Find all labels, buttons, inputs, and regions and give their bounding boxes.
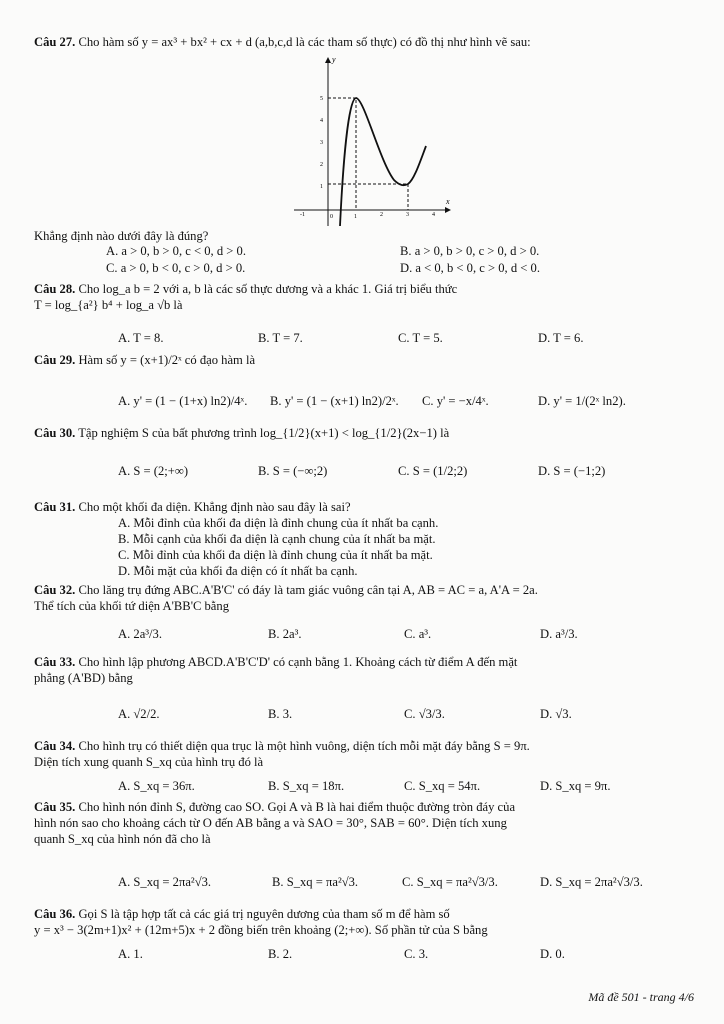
question-label: Câu 30. (34, 426, 76, 440)
option-a[interactable]: A. Mỗi đỉnh của khối đa diện là đỉnh chung của ít nhất ba cạnh. (118, 516, 439, 530)
question-label: Câu 35. (34, 800, 76, 814)
question-32 (34, 582, 696, 614)
x-tick-1: 1 (354, 214, 357, 220)
question-label: Câu 29. (34, 353, 76, 367)
question-label: Câu 33. (34, 655, 76, 669)
x-tick-neg1: -1 (300, 212, 305, 218)
option-a[interactable]: A. S_xq = 2πa²√3. (118, 875, 212, 889)
option-b[interactable]: B. a > 0, b > 0, c > 0, d > 0. (400, 244, 540, 258)
question-text: Tập nghiệm S của bất phương trình log_{1/2}(x+1) < log_{1/2}(2x−1) là (78, 426, 450, 440)
y-tick-3: 3 (320, 140, 323, 146)
y-tick-1: 1 (320, 184, 323, 190)
question-label: Câu 28. (34, 282, 76, 296)
question-text-2: Thể tích của khối tứ diện A'BB'C bằng (34, 599, 229, 614)
question-30 (34, 425, 696, 441)
question-text-3: quanh S_xq của hình nón đã cho là (34, 832, 211, 847)
option-a[interactable]: A. T = 8. (118, 331, 164, 345)
x-tick-2: 2 (380, 212, 383, 218)
question-text: Cho hình lập phương ABCD.A'B'C'D' có cạnh bằng 1. Khoảng cách từ điểm A đến mặt (78, 655, 518, 669)
option-a[interactable]: A. y' = (1 − (1+x) ln2)/4ˣ. (118, 394, 248, 408)
option-b[interactable]: B. S_xq = 18π. (268, 779, 345, 793)
question-34-options (34, 778, 696, 796)
question-29-options (34, 393, 696, 411)
question-label: Câu 36. (34, 907, 76, 921)
question-33 (34, 654, 696, 686)
option-c[interactable]: C. √3/3. (404, 707, 445, 721)
option-d[interactable]: D. a < 0, b < 0, c > 0, d < 0. (400, 261, 540, 275)
cubic-function-graph (290, 52, 460, 228)
axis-y-label: y (332, 55, 336, 64)
option-a[interactable]: A. a > 0, b > 0, c < 0, d > 0. (106, 244, 246, 258)
option-c[interactable]: C. Mỗi đỉnh của khối đa diện là đỉnh chung của ít nhất ba mặt. (118, 548, 433, 562)
origin-label: 0 (330, 214, 333, 220)
question-text-2: Diện tích xung quanh S_xq của hình trụ đó là (34, 755, 264, 770)
question-text: Cho hình nón đỉnh S, đường cao SO. Gọi A và B là hai điểm thuộc đường tròn đáy của (78, 800, 516, 814)
question-31 (34, 499, 696, 515)
question-text-2: phẳng (A'BD) bằng (34, 671, 133, 686)
option-a[interactable]: A. 1. (118, 947, 143, 961)
question-35 (34, 799, 696, 847)
question-28 (34, 281, 696, 313)
option-d[interactable]: D. Mỗi mặt của khối đa diện có ít nhất ba cạnh. (118, 564, 358, 578)
option-d[interactable]: D. S_xq = 2πa²√3/3. (540, 875, 643, 889)
option-c[interactable]: C. a > 0, b < 0, c > 0, d > 0. (106, 261, 246, 275)
question-text: Hàm số y = (x+1)/2ˣ có đạo hàm là (78, 353, 256, 367)
option-c[interactable]: C. S_xq = πa²√3/3. (402, 875, 498, 889)
page-footer: Mã đề 501 - trang 4/6 (588, 990, 694, 1004)
option-d[interactable]: D. S = (−1;2) (538, 464, 606, 478)
option-d[interactable]: D. S_xq = 9π. (540, 779, 611, 793)
question-text: Cho hàm số y = ax³ + bx² + cx + d (a,b,c,d là các tham số thực) có đồ thị như hình vẽ sau: (78, 35, 531, 49)
question-36-options (34, 946, 696, 964)
question-prompt: Khẳng định nào dưới đây là đúng? (34, 229, 209, 243)
option-b[interactable]: B. 2a³. (268, 627, 302, 641)
x-tick-4: 4 (432, 212, 435, 218)
question-text-2: y = x³ − 3(2m+1)x² + (12m+5)x + 2 đồng biến trên khoảng (2;+∞). Số phần tử của S bằng (34, 923, 488, 938)
option-c[interactable]: C. 3. (404, 947, 429, 961)
option-b[interactable]: B. 2. (268, 947, 293, 961)
question-27 (34, 34, 696, 50)
option-b[interactable]: B. T = 7. (258, 331, 303, 345)
question-27-options (34, 243, 696, 279)
question-label: Câu 31. (34, 500, 76, 514)
option-c[interactable]: C. y' = −x/4ˣ. (422, 394, 489, 408)
option-c[interactable]: C. T = 5. (398, 331, 443, 345)
question-31-options (34, 515, 696, 583)
option-c[interactable]: C. S = (1/2;2) (398, 464, 468, 478)
x-tick-3: 3 (406, 212, 409, 218)
axis-x-label: x (446, 197, 450, 206)
question-text: Cho lăng trụ đứng ABC.A'B'C' có đáy là tam giác vuông cân tại A, AB = AC = a, A'A = 2a. (78, 583, 538, 597)
min-guide-lines (328, 184, 408, 210)
option-d[interactable]: D. √3. (540, 707, 572, 721)
question-28-options (34, 330, 696, 348)
question-text: Cho hình trụ có thiết diện qua trục là một hình vuông, diện tích mỗi mặt đáy bằng S = 9π. (78, 739, 530, 753)
y-tick-2: 2 (320, 162, 323, 168)
cubic-curve (340, 98, 426, 226)
question-34 (34, 738, 696, 770)
option-c[interactable]: C. S_xq = 54π. (404, 779, 481, 793)
option-b[interactable]: B. Mỗi cạnh của khối đa diện là cạnh chung của ít nhất ba mặt. (118, 532, 436, 546)
question-27-prompt (34, 228, 696, 244)
option-d[interactable]: D. a³/3. (540, 627, 578, 641)
option-a[interactable]: A. S_xq = 36π. (118, 779, 195, 793)
option-c[interactable]: C. a³. (404, 627, 432, 641)
y-tick-5: 5 (320, 96, 323, 102)
question-text: Gọi S là tập hợp tất cả các giá trị nguyên dương của tham số m để hàm số (78, 907, 450, 921)
question-label: Câu 32. (34, 583, 76, 597)
question-33-options (34, 706, 696, 724)
question-text: Cho log_a b = 2 với a, b là các số thực dương và a khác 1. Giá trị biểu thức (78, 282, 458, 296)
question-label: Câu 27. (34, 35, 76, 49)
option-b[interactable]: B. S_xq = πa²√3. (272, 875, 359, 889)
option-a[interactable]: A. S = (2;+∞) (118, 464, 189, 478)
option-d[interactable]: D. y' = 1/(2ˣ ln2). (538, 394, 626, 408)
question-29 (34, 352, 696, 368)
option-a[interactable]: A. 2a³/3. (118, 627, 162, 641)
y-tick-4: 4 (320, 118, 323, 124)
question-text-2: hình nón sao cho khoảng cách từ O đến AB bằng a và SAO = 30°, SAB = 60°. Diện tích xung (34, 816, 507, 831)
option-a[interactable]: A. √2/2. (118, 707, 160, 721)
option-d[interactable]: D. T = 6. (538, 331, 584, 345)
question-35-options (34, 874, 696, 892)
question-text-2: T = log_{a²} b⁴ + log_a √b là (34, 298, 183, 313)
question-label: Câu 34. (34, 739, 76, 753)
option-b[interactable]: B. 3. (268, 707, 293, 721)
question-30-options (34, 463, 696, 481)
option-b[interactable]: B. y' = (1 − (x+1) ln2)/2ˣ. (270, 394, 399, 408)
question-text: Cho một khối đa diện. Khẳng định nào sau đây là sai? (78, 500, 351, 514)
option-d[interactable]: D. 0. (540, 947, 565, 961)
question-36 (34, 906, 696, 938)
option-b[interactable]: B. S = (−∞;2) (258, 464, 328, 478)
question-32-options (34, 626, 696, 644)
